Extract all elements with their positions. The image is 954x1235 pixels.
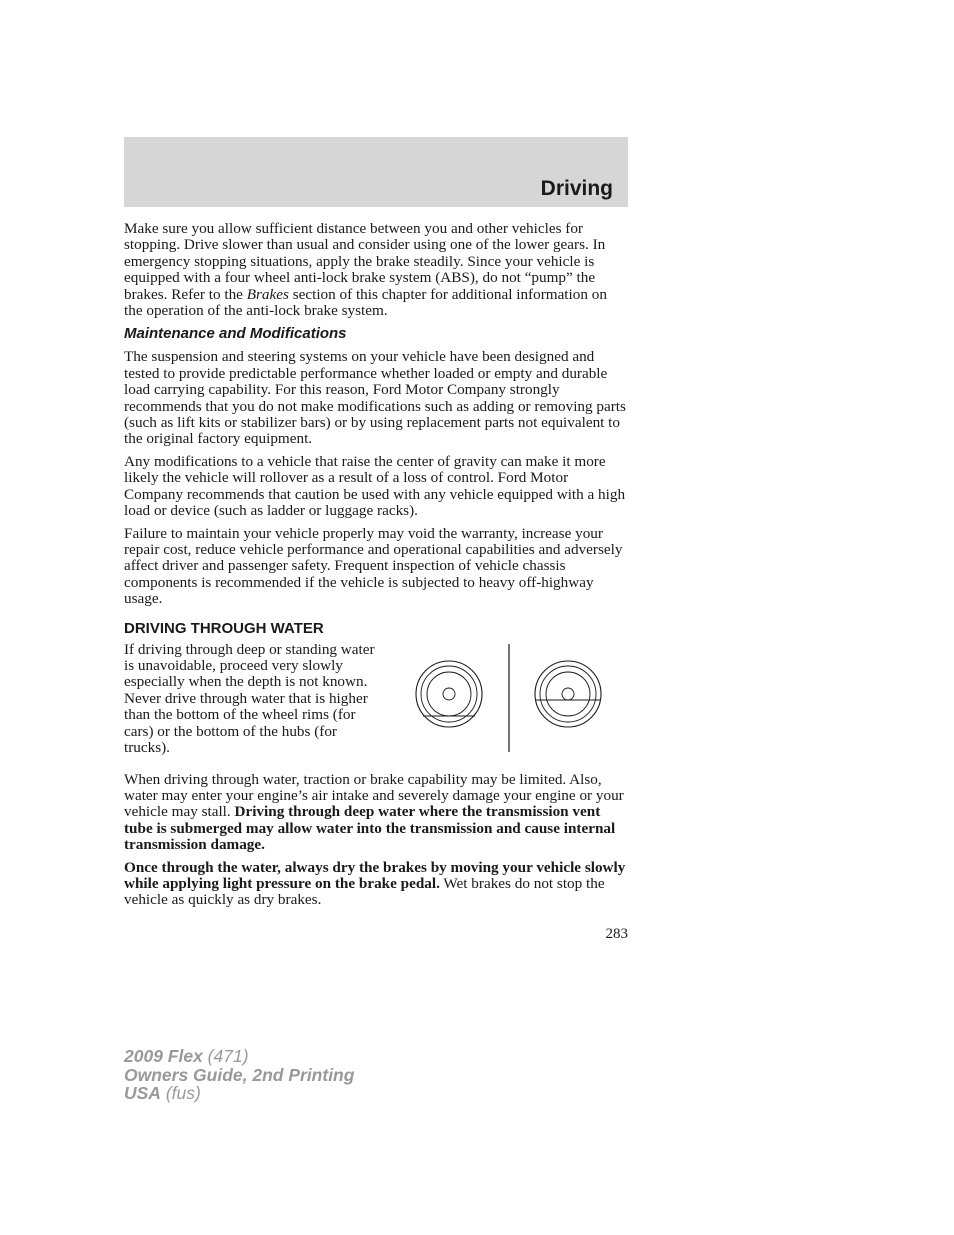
water-heading: DRIVING THROUGH WATER: [124, 619, 324, 637]
brakes-reference: Brakes: [246, 285, 289, 303]
intro-text: Make sure you allow sufficient distance between you and other vehicles for stopping. Drive slower than usual and consider using one of the lower gears. In emergency stopping situations, apply the brake steadily. Since your vehicle is equipped with a four wheel anti-lock brake system (ABS), do not “pump” the brakes. Refer to the: [124, 220, 606, 303]
intro-paragraph: [124, 221, 628, 319]
chapter-header-band: [124, 137, 628, 207]
dry-brakes-warning: Once through the water, always dry the brakes by moving your vehicle slowly while applying light pressure on the brake pedal.: [124, 858, 626, 892]
water-intro-block: [124, 642, 628, 772]
model-code: (471): [202, 1046, 249, 1066]
maintenance-paragraph-3: Failure to maintain your vehicle properly may void the warranty, increase your repair cost, reduce vehicle performance and operational capabilities and adversely affect driver and passenger safety. Frequent inspection of vehicle chassis components is recommended if the vehicle is subjected to heavy off-highway usage.: [124, 524, 623, 608]
maintenance-paragraph-1: The suspension and steering systems on your vehicle have been designed and tested to provide predictable performance whether loaded or empty and durable load carrying capability. For this reason, Ford Motor Company strongly recommends that you do not make modifications such as adding or removing parts (such as lift kits or stabilizer bars) or by using replacement parts not equivalent to the original factory equipment.: [124, 348, 626, 448]
footer-line-1: [124, 1047, 354, 1066]
truck-wheel-icon: [535, 661, 601, 727]
footer-imprint: [124, 1047, 354, 1103]
wet-brakes-text: Wet brakes do not stop the vehicle as quickly as dry brakes.: [124, 874, 605, 909]
model-year: 2009 Flex: [124, 1046, 203, 1066]
water-paragraph-1: [124, 772, 628, 854]
footer-line-3: [124, 1084, 354, 1103]
chapter-title: Driving: [540, 177, 613, 200]
intro-text-end: section of this chapter for additional information on the operation of the anti-lock brake system.: [124, 285, 607, 320]
market: USA: [124, 1083, 161, 1103]
transmission-warning: Driving through deep water where the transmission vent tube is submerged may allow water into the transmission and cause internal transmission damage.: [124, 803, 616, 854]
market-code: (fus): [160, 1083, 201, 1103]
water-intro-paragraph: If driving through deep or standing water is unavoidable, proceed very slowly especially when the depth is not known. Never drive through water that is higher than the bottom of the wheel rims (for cars) or the bottom of the hubs (for trucks).: [124, 640, 375, 756]
maintenance-paragraph-2: Any modifications to a vehicle that raise the center of gravity can make it more likely the vehicle will rollover as a result of a loss of control. Ford Motor Company recommends that caution be used with any vehicle equipped with a high load or device (such as ladder or luggage racks).: [124, 452, 626, 520]
wheel-water-level-illustration: [414, 644, 610, 754]
footer-line-2: Owners Guide, 2nd Printing: [124, 1064, 355, 1085]
page-content: [124, 221, 628, 915]
maintenance-heading: Maintenance and Modifications: [124, 325, 347, 343]
page-number: 283: [605, 926, 628, 942]
water-text: When driving through water, traction or brake capability may be limited. Also, water may enter your engine’s air intake and severely damage your engine or your vehicle may stall.: [124, 770, 624, 821]
water-paragraph-2: [124, 860, 628, 909]
car-wheel-icon: [416, 661, 482, 727]
